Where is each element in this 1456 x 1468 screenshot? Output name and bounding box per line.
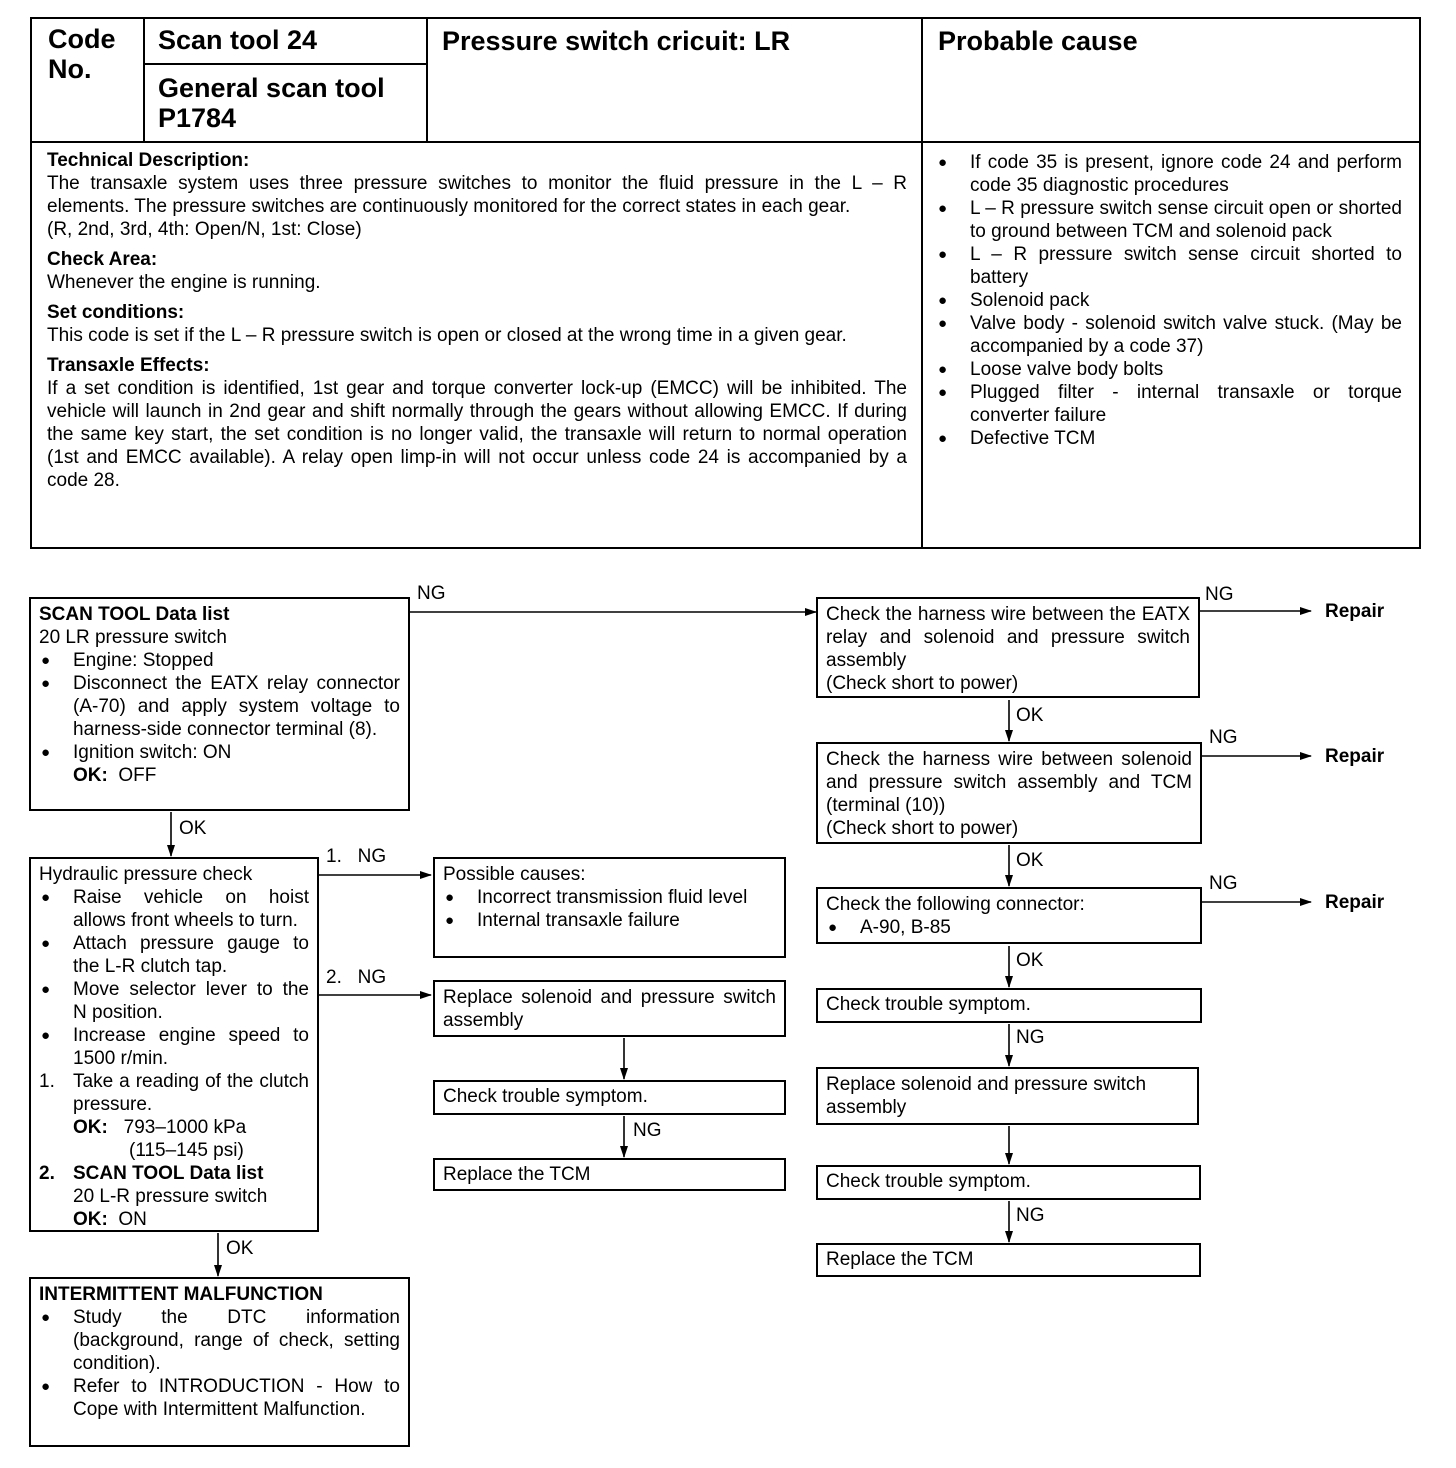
ok-label: OK <box>1016 705 1044 726</box>
harness-check-box-2 <box>816 742 1202 844</box>
list-item: ● Solenoid pack <box>936 289 1402 312</box>
ok-value-psi: (115–145 psi) <box>129 1140 244 1161</box>
list-item: ● Disconnect the EATX relay connector (A-70) and apply system voltage to harness-side connector terminal (8). <box>39 672 400 741</box>
step-item: 20 L-R pressure switch <box>73 1186 268 1207</box>
ng-label: NG <box>1205 584 1234 605</box>
list-item: ● Move selector lever to the N position. <box>39 978 309 1024</box>
hydraulic-steps <box>39 886 309 1070</box>
replace-solenoid-box <box>816 1067 1199 1125</box>
list-item: ● Internal transaxle failure <box>443 909 776 932</box>
step-ok <box>73 1208 309 1231</box>
scan-tool-box <box>29 597 410 811</box>
step-number: 2. <box>39 1163 55 1184</box>
replace-tcm-text: Replace the TCM <box>826 1249 974 1270</box>
hydraulic-title: Hydraulic pressure check <box>39 864 253 885</box>
ng-label: NG <box>1209 873 1238 894</box>
possible-causes-box <box>433 857 786 958</box>
connector-check-box <box>816 887 1202 944</box>
list-item: ● Defective TCM <box>936 427 1402 450</box>
check-area-heading: Check Area: <box>47 249 158 270</box>
check-symptom-text: Check trouble symptom. <box>443 1086 648 1107</box>
page-title: Pressure switch cricuit: LR <box>442 26 791 56</box>
list-item: ● Increase engine speed to 1500 r/min. <box>39 1024 309 1070</box>
intermittent-malfunction-box <box>29 1277 410 1447</box>
general-scan-tool-code: General scan tool P1784 <box>158 73 385 133</box>
replace-tcm-text: Replace the TCM <box>443 1164 591 1185</box>
scan-tool-item: 20 LR pressure switch <box>39 627 227 648</box>
check-trouble-symptom-box <box>816 988 1202 1023</box>
ng-label: NG <box>1016 1027 1045 1048</box>
check-area-text: Whenever the engine is running. <box>47 272 321 293</box>
technical-description-states: (R, 2nd, 3rd, 4th: Open/N, 1st: Close) <box>47 219 362 240</box>
list-item: ● Attach pressure gauge to the L-R clutch tap. <box>39 932 309 978</box>
harness-check-box-1 <box>816 597 1200 698</box>
check-symptom-text: Check trouble symptom. <box>826 1171 1031 1192</box>
scan-tool-code: Scan tool 24 <box>158 25 318 55</box>
connector-check-title: Check the following connector: <box>826 894 1085 915</box>
scan-tool-title: SCAN TOOL Data list <box>39 604 230 625</box>
list-item: ● Engine: Stopped <box>39 649 400 672</box>
step-ok <box>73 1116 309 1139</box>
list-item <box>39 1162 309 1231</box>
step-title: SCAN TOOL Data list <box>73 1163 264 1184</box>
list-item: ● Ignition switch: ON <box>39 741 400 764</box>
transaxle-effects-text: If a set condition is identified, 1st gear and torque converter lock-up (EMCC) will be inhibited. The vehicle will launch in 2nd gear and shift normally through the gears without allowing EMCC. If during the same key start, the set condition is no longer valid, the transaxle will return to normal operation (1st and EMCC available). A relay open limp-in will not occur unless code 24 is accompanied by a code 28. <box>47 378 907 491</box>
list-item: ● A-90, B-85 <box>826 916 1192 939</box>
possible-causes-list <box>443 886 776 932</box>
harness-check-text: Check the harness wire between solenoid and pressure switch assembly and TCM (terminal (10)) <box>826 749 1192 816</box>
ng-label: NG <box>1209 727 1238 748</box>
possible-causes-title: Possible causes: <box>443 864 586 885</box>
ok-key: OK: <box>73 1117 108 1138</box>
probable-cause-title: Probable cause <box>938 26 1138 56</box>
list-item: ● L – R pressure switch sense circuit shorted to battery <box>936 243 1402 289</box>
replace-tcm-box <box>433 1158 786 1191</box>
replace-solenoid-box <box>433 980 786 1037</box>
ng-label-2: 2. NG <box>326 967 387 988</box>
set-conditions-text: This code is set if the L – R pressure switch is open or closed at the wrong time in a given gear. <box>47 325 847 346</box>
ok-label: OK <box>1016 850 1044 871</box>
replace-solenoid-text: Replace solenoid and pressure switch assembly <box>826 1074 1147 1118</box>
ok-label: OK <box>226 1238 254 1259</box>
ok-key: OK: <box>73 765 108 786</box>
intermittent-title: INTERMITTENT MALFUNCTION <box>39 1284 323 1305</box>
repair-label: Repair <box>1325 892 1385 913</box>
harness-check-sub: (Check short to power) <box>826 673 1019 694</box>
intermittent-steps <box>39 1306 400 1421</box>
ng-label: NG <box>1016 1205 1045 1226</box>
list-item <box>39 1070 309 1162</box>
harness-check-text: Check the harness wire between the EATX relay and solenoid and pressure switch assembly <box>826 604 1190 671</box>
list-item: ● If code 35 is present, ignore code 24 and perform code 35 diagnostic procedures <box>936 151 1402 197</box>
hydraulic-numbered-steps <box>39 1070 309 1231</box>
list-item: ● Loose valve body bolts <box>936 358 1402 381</box>
transaxle-effects-heading: Transaxle Effects: <box>47 355 210 376</box>
check-symptom-text: Check trouble symptom. <box>826 994 1031 1015</box>
check-trouble-symptom-box <box>433 1080 786 1115</box>
ok-key: OK: <box>73 1209 108 1230</box>
list-item: ● Raise vehicle on hoist allows front wheels to turn. <box>39 886 309 932</box>
ok-value: ON <box>118 1209 147 1230</box>
replace-solenoid-text: Replace solenoid and pressure switch assembly <box>443 987 776 1031</box>
hydraulic-pressure-box <box>29 857 319 1232</box>
repair-label: Repair <box>1325 746 1385 767</box>
list-item: ● Study the DTC information (background, range of check, setting condition). <box>39 1306 400 1375</box>
scan-tool-steps <box>39 649 400 764</box>
harness-check-sub: (Check short to power) <box>826 818 1019 839</box>
ok-value: OFF <box>118 765 157 786</box>
ok-label: OK <box>1016 950 1044 971</box>
list-item: ● Refer to INTRODUCTION - How to Cope with Intermittent Malfunction. <box>39 1375 400 1421</box>
check-trouble-symptom-box <box>816 1165 1201 1200</box>
ng-label-1: 1. NG <box>326 846 387 867</box>
step-text: Take a reading of the clutch pressure. <box>73 1071 309 1115</box>
scan-tool-ok <box>39 764 400 787</box>
ng-label: NG <box>417 583 446 604</box>
technical-description-text: The transaxle system uses three pressure switches to monitor the fluid pressure in the L – R elements. The pressure switches are continuously monitored for the correct states in each gear. <box>47 173 907 217</box>
step-number: 1. <box>39 1071 55 1092</box>
list-item: ● Plugged filter - internal transaxle or torque converter failure <box>936 381 1402 427</box>
list-item: ● Valve body - solenoid switch valve stuck. (May be accompanied by a code 37) <box>936 312 1402 358</box>
set-conditions-heading: Set conditions: <box>47 302 185 323</box>
ng-label: NG <box>633 1120 662 1141</box>
replace-tcm-box <box>816 1243 1201 1277</box>
ok-label: OK <box>179 818 207 839</box>
technical-description-heading: Technical Description: <box>47 150 250 171</box>
connector-list <box>826 916 1192 939</box>
ok-value: 793–1000 kPa <box>123 1117 247 1138</box>
repair-label: Repair <box>1325 601 1385 622</box>
code-no-label: Code No. <box>48 24 116 84</box>
list-item: ● Incorrect transmission fluid level <box>443 886 776 909</box>
list-item: ● L – R pressure switch sense circuit open or shorted to ground between TCM and solenoid pack <box>936 197 1402 243</box>
